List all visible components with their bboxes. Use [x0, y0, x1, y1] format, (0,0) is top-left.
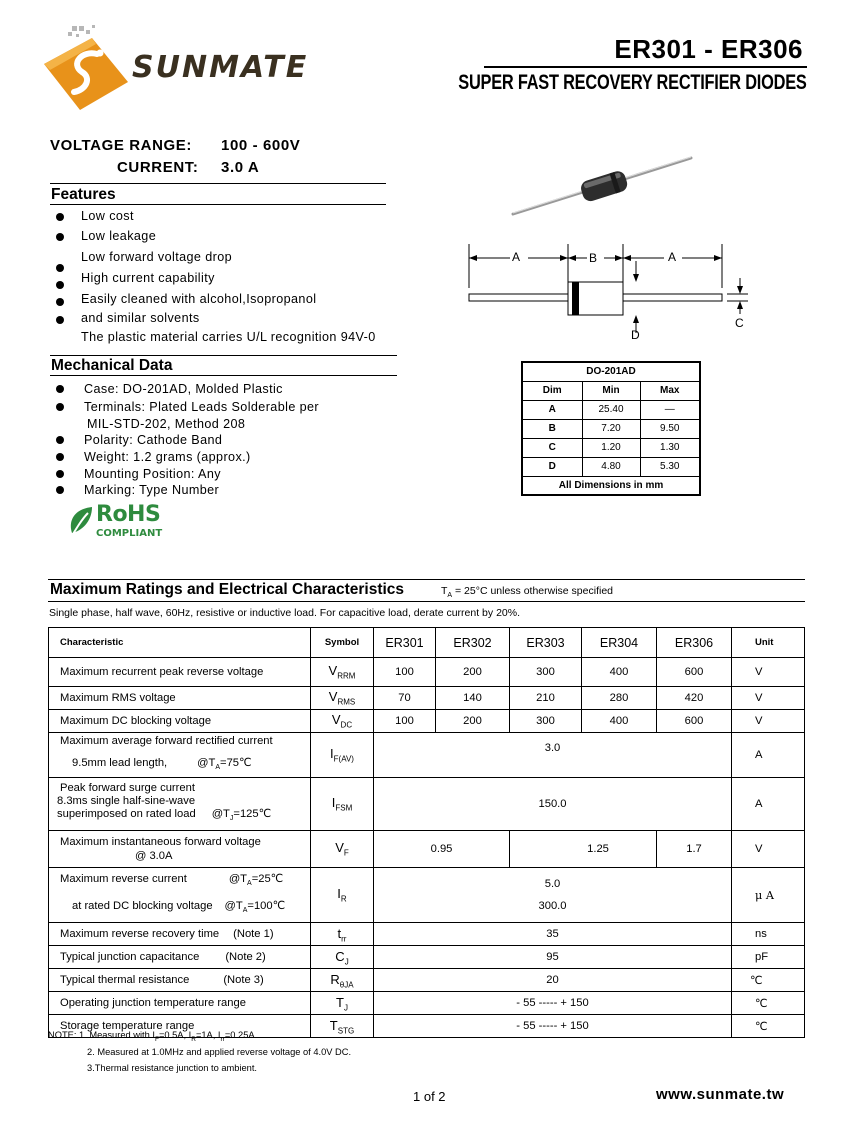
sym-sub: F	[343, 848, 349, 858]
row-symbol	[311, 992, 374, 1015]
dim-header: Max	[640, 381, 700, 400]
current-label: CURRENT:	[117, 159, 199, 176]
bullet	[56, 264, 64, 272]
table-row-rth	[49, 969, 805, 992]
label-sub: J	[229, 815, 234, 823]
bullet	[56, 403, 64, 411]
row-label	[49, 969, 311, 992]
col-symbol: Symbol	[311, 628, 374, 658]
dim-label-c: C	[735, 316, 744, 330]
sym-main: V	[328, 663, 338, 679]
label-line	[60, 868, 310, 895]
note-3: 3.Thermal resistance junction to ambient.	[87, 1063, 258, 1073]
note-part: NOTE: 1. Measured with I	[48, 1030, 155, 1040]
dim-label-b: B	[589, 251, 598, 265]
row-value: 200	[436, 710, 510, 733]
sym-sub: θJA	[339, 980, 354, 990]
col-part: ER302	[436, 628, 510, 658]
mechanical-title: Mechanical Data	[51, 357, 173, 374]
sym-main: I	[330, 746, 334, 762]
row-unit: ℃	[732, 1015, 805, 1038]
sym-sub: RRM	[337, 671, 356, 681]
mechanical-top-rule	[50, 355, 397, 356]
table-row-vrms	[49, 687, 805, 710]
bullet	[56, 470, 64, 478]
dim-cell: 1.30	[640, 438, 700, 457]
row-symbol	[311, 710, 374, 733]
rohs-text: RoHS	[96, 502, 161, 527]
feature-item: Low cost	[81, 209, 134, 223]
mechanical-item: Marking: Type Number	[84, 483, 220, 497]
dim-row	[522, 419, 700, 438]
row-value: 140	[436, 687, 510, 710]
dim-table-title: DO-201AD	[522, 362, 700, 381]
row-symbol	[311, 831, 374, 868]
sym-main: T	[329, 1017, 338, 1033]
voltage-range-value: 100 - 600V	[221, 137, 301, 154]
ratings-table	[48, 627, 805, 1038]
logo-icon	[40, 24, 140, 114]
dim-cell: D	[522, 457, 582, 476]
mechanical-item: Case: DO-201AD, Molded Plastic	[84, 382, 283, 396]
row-unit: ns	[732, 923, 805, 946]
row-value: - 55 ----- + 150	[374, 992, 732, 1015]
sym-sub: rr	[341, 934, 347, 944]
feature-item: Easily cleaned with alcohol,Isopropanol	[81, 292, 317, 306]
label-sub: A	[247, 880, 252, 888]
sym-sub: DC	[340, 720, 353, 730]
ratings-note-line: Single phase, half wave, 60Hz, resistive or inductive load. For capacitive load, derate current by 20%.	[49, 607, 520, 619]
row-value: 1.25	[510, 831, 657, 868]
dim-cell: 7.20	[582, 419, 640, 438]
row-value: 400	[582, 658, 657, 687]
sym-main: R	[330, 971, 340, 987]
cond-sub: A	[447, 592, 453, 600]
sym-main: V	[331, 712, 341, 728]
features-title: Features	[51, 186, 116, 203]
row-label: Storage temperature range	[49, 1015, 311, 1038]
row-unit: V	[732, 710, 805, 733]
sym-sub: R	[340, 895, 347, 905]
row-label: Maximum DC blocking voltage	[49, 710, 311, 733]
table-row-cj	[49, 946, 805, 969]
row-symbol	[311, 733, 374, 778]
col-unit: Unit	[732, 628, 805, 658]
row-value: 3.0	[374, 733, 732, 778]
feature-item: and similar solvents	[81, 311, 200, 325]
bullet	[56, 385, 64, 393]
row-value: 420	[657, 687, 732, 710]
ratings-mid-rule	[48, 601, 805, 602]
voltage-range-label: VOLTAGE RANGE:	[50, 137, 193, 154]
dim-cell: —	[640, 400, 700, 419]
sym-main: V	[335, 840, 344, 856]
row-symbol	[311, 868, 374, 923]
row-value: 210	[510, 687, 582, 710]
label-part: Typical junction capacitance	[60, 951, 200, 964]
feature-item: Low forward voltage drop	[81, 250, 233, 264]
dim-label-a-left: A	[512, 250, 521, 264]
row-value: 35	[374, 923, 732, 946]
col-part: ER306	[657, 628, 732, 658]
note-sub: rr	[220, 1035, 225, 1043]
row-value: 100	[374, 710, 436, 733]
dimension-drawing	[462, 238, 752, 338]
sym-sub: FSM	[335, 803, 353, 813]
page-number: 1 of 2	[413, 1089, 446, 1104]
table-row-ifav	[49, 733, 805, 778]
row-label	[49, 946, 311, 969]
mechanical-item: Mounting Position: Any	[84, 467, 221, 481]
label-part: =100℃	[247, 900, 286, 913]
label-part: =25℃	[251, 873, 284, 885]
label-part: superimposed on rated load	[57, 808, 196, 821]
rohs-compliant-text: COMPLIANT	[96, 528, 163, 539]
sym-sub: J	[343, 1003, 348, 1013]
row-unit: pF	[732, 946, 805, 969]
row-label	[49, 831, 311, 868]
sym-main: I	[331, 795, 336, 811]
note-1	[48, 1030, 257, 1043]
sym-sub: J	[344, 957, 349, 967]
dim-cell: 1.20	[582, 438, 640, 457]
label-part: at rated DC blocking voltage	[72, 900, 213, 913]
website-link[interactable]: www.sunmate.tw	[656, 1086, 785, 1103]
label-line: Maximum average forward rectified current	[60, 735, 273, 748]
dim-header: Dim	[522, 381, 582, 400]
sym-sub: STG	[337, 1026, 355, 1036]
label-part: Maximum reverse current	[60, 873, 187, 885]
row-value: 200	[436, 658, 510, 687]
features-top-rule	[50, 183, 386, 184]
ratings-top-rule	[48, 579, 805, 580]
row-value: 600	[657, 710, 732, 733]
sym-main: I	[337, 886, 341, 902]
bullet	[56, 213, 64, 221]
sym-main: t	[337, 925, 342, 941]
row-value: 100	[374, 658, 436, 687]
label-part: @T	[211, 808, 230, 821]
row-value: 20	[374, 969, 732, 992]
dim-row	[522, 438, 700, 457]
dim-cell: A	[522, 400, 582, 419]
dimension-table	[521, 361, 701, 496]
label-note: (Note 3)	[223, 974, 264, 987]
label-line: 8.3ms single half-sine-wave	[57, 795, 196, 808]
row-value: 1.7	[657, 831, 732, 868]
col-part: ER301	[374, 628, 436, 658]
bullet	[56, 281, 64, 289]
label-note: (Note 2)	[225, 951, 266, 964]
col-characteristic: Characteristic	[49, 628, 311, 658]
dim-cell: 25.40	[582, 400, 640, 419]
dim-cell: 9.50	[640, 419, 700, 438]
dim-header: Min	[582, 381, 640, 400]
dim-cell: C	[522, 438, 582, 457]
row-value: 300	[510, 710, 582, 733]
row-unit: μ A	[732, 868, 805, 923]
row-label	[49, 778, 311, 831]
sym-sub: RMS	[337, 697, 356, 707]
label-line	[60, 756, 310, 775]
row-unit: ℃	[732, 992, 805, 1015]
ratings-condition	[441, 585, 613, 599]
dim-table-footer: All Dimensions in mm	[522, 476, 700, 495]
row-unit: ℃	[732, 969, 805, 992]
row-value: 95	[374, 946, 732, 969]
label-part: @T	[197, 757, 216, 770]
label-line: Peak forward surge current	[60, 782, 195, 795]
row-symbol	[311, 658, 374, 687]
table-row-vf	[49, 831, 805, 868]
row-label	[49, 923, 311, 946]
label-part: 9.5mm lead length,	[72, 757, 168, 770]
label-line	[60, 895, 310, 922]
ratings-title: Maximum Ratings and Electrical Characteristics	[50, 581, 405, 598]
label-sub: A	[242, 907, 248, 915]
bullet	[56, 316, 64, 324]
current-value: 3.0 A	[221, 159, 260, 176]
row-unit: A	[732, 733, 805, 778]
label-part: @T	[228, 873, 248, 885]
row-symbol	[311, 778, 374, 831]
mechanical-item: MIL-STD-202, Method 208	[87, 417, 246, 431]
diode-photo	[505, 152, 705, 222]
row-label: Maximum RMS voltage	[49, 687, 311, 710]
brand-logo	[40, 24, 310, 114]
col-part: ER304	[582, 628, 657, 658]
row-unit: A	[732, 778, 805, 831]
label-line	[57, 808, 310, 825]
note-part: =1A, I	[195, 1030, 221, 1040]
feature-item: The plastic material carries U/L recognition 94V-0	[81, 330, 376, 344]
table-row-vrrm	[49, 658, 805, 687]
row-symbol	[311, 969, 374, 992]
table-row-tj	[49, 992, 805, 1015]
label-part: =75℃	[220, 757, 252, 770]
note-part: =0.25A.	[224, 1030, 258, 1040]
row-symbol	[311, 687, 374, 710]
bullet	[56, 486, 64, 494]
brand-wordmark: SUNMATE	[132, 50, 309, 85]
mechanical-item: Terminals: Plated Leads Solderable per	[84, 400, 320, 414]
label-part: Typical thermal resistance	[60, 974, 190, 987]
row-value: 0.95	[374, 831, 510, 868]
row-label	[49, 868, 311, 923]
sym-main: V	[328, 689, 338, 705]
dim-row	[522, 457, 700, 476]
label-sub: A	[215, 764, 221, 772]
row-unit: V	[732, 831, 805, 868]
bullet	[56, 453, 64, 461]
rohs-badge	[66, 504, 176, 542]
dim-cell: 4.80	[582, 457, 640, 476]
mechanical-item: Polarity: Cathode Band	[84, 433, 223, 447]
table-row-vdc	[49, 710, 805, 733]
row-unit: V	[732, 687, 805, 710]
sym-main: C	[335, 948, 345, 964]
feature-item: Low leakage	[81, 229, 157, 243]
bullet	[56, 436, 64, 444]
row-symbol	[311, 1015, 374, 1038]
col-part: ER303	[510, 628, 582, 658]
row-value: 600	[657, 658, 732, 687]
features-bottom-rule	[50, 204, 386, 205]
note-sub: F	[154, 1035, 159, 1043]
row-unit: V	[732, 658, 805, 687]
note-2: 2. Measured at 1.0MHz and applied reverse voltage of 4.0V DC.	[87, 1047, 352, 1057]
row-label: Maximum recurrent peak reverse voltage	[49, 658, 311, 687]
row-label: Operating junction temperature range	[49, 992, 311, 1015]
table-row-ir	[49, 868, 805, 923]
bullet	[56, 233, 64, 241]
row-symbol	[311, 923, 374, 946]
bullet	[56, 298, 64, 306]
header-divider	[484, 66, 807, 68]
table-header-row	[49, 628, 805, 658]
dim-row	[522, 400, 700, 419]
page-title: ER301 - ER306	[614, 34, 803, 64]
row-symbol	[311, 946, 374, 969]
row-value: 150.0	[374, 778, 732, 831]
table-row-ifsm	[49, 778, 805, 831]
sym-sub: F(AV)	[333, 754, 354, 764]
label-line: Maximum instantaneous forward voltage	[60, 836, 261, 848]
dim-cell: 5.30	[640, 457, 700, 476]
ir-value-100c: 300.0	[538, 900, 567, 913]
row-label	[49, 733, 311, 778]
mechanical-item: Weight: 1.2 grams (approx.)	[84, 450, 251, 464]
ir-value-25c: 5.0	[544, 878, 561, 891]
page-subtitle: SUPER FAST RECOVERY RECTIFIER DIODES	[458, 71, 807, 94]
note-sub: R	[191, 1035, 196, 1043]
dim-label-d: D	[631, 328, 640, 342]
row-value	[374, 868, 732, 923]
note-part: =0.5A, I	[158, 1030, 192, 1040]
row-value: 300	[510, 658, 582, 687]
label-part: =125℃	[233, 808, 272, 821]
table-row-trr	[49, 923, 805, 946]
cond-rest: = 25°C unless otherwise specified	[452, 585, 614, 597]
row-value: 280	[582, 687, 657, 710]
cond-t: T	[441, 585, 448, 597]
mechanical-bottom-rule	[50, 375, 397, 376]
feature-item: High current capability	[81, 271, 215, 285]
leaf-icon	[66, 505, 96, 541]
row-value: - 55 ----- + 150	[374, 1015, 732, 1038]
label-part: @T	[224, 900, 243, 913]
row-value: 400	[582, 710, 657, 733]
sym-main: T	[336, 994, 344, 1010]
dim-cell: B	[522, 419, 582, 438]
dim-label-a-right: A	[668, 250, 677, 264]
label-part: Maximum reverse recovery time	[60, 928, 220, 941]
row-value: 70	[374, 687, 436, 710]
label-note: (Note 1)	[233, 928, 274, 941]
label-line: @ 3.0A	[135, 850, 173, 862]
